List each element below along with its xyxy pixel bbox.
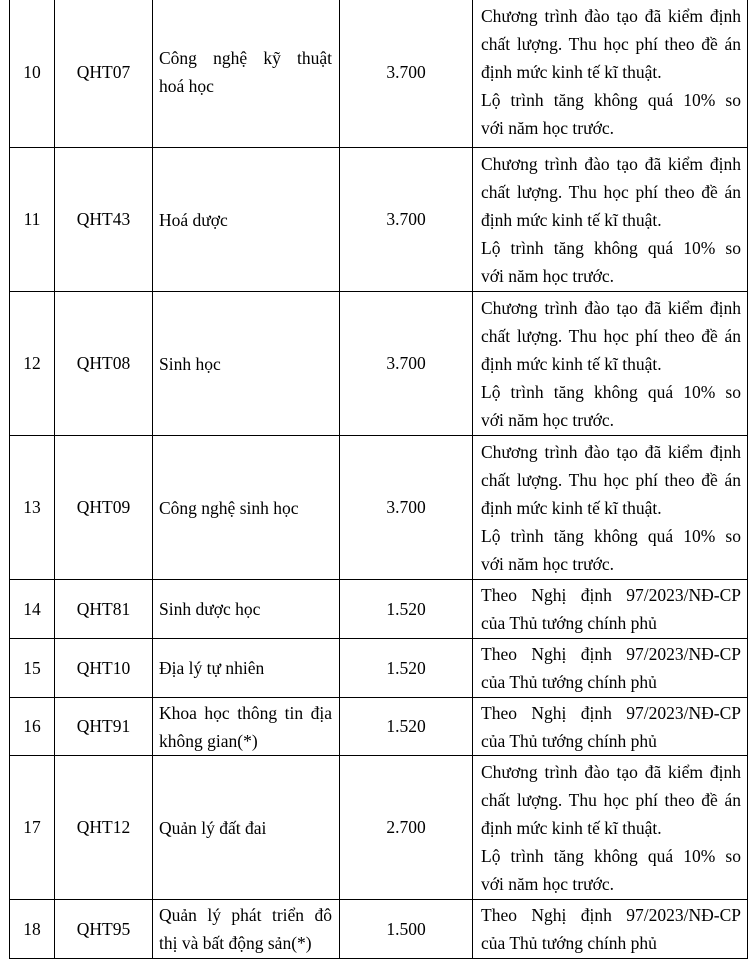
fee-note — [473, 639, 748, 698]
fee-note-line: Chương trình đào tạo đã kiểm định — [481, 761, 741, 782]
fee-note-line: với năm học trước. — [481, 553, 614, 574]
fee-note-line: với năm học trước. — [481, 873, 614, 894]
fee-note-line: của Thủ tướng chính phủ — [481, 613, 657, 633]
program-name — [153, 580, 340, 639]
fee-note-line: của Thủ tướng chính phủ — [481, 730, 657, 751]
table-row — [10, 0, 748, 148]
fee-note-line: với năm học trước. — [481, 118, 614, 138]
fee-note — [473, 436, 748, 580]
tuition-fee: 1.520 — [340, 698, 473, 756]
fee-note-line: định mức kinh tế kĩ thuật. — [481, 817, 662, 838]
program-code: QHT09 — [55, 436, 153, 580]
table-row — [10, 900, 748, 959]
program-name — [153, 436, 340, 580]
program-name — [153, 292, 340, 436]
tuition-fee: 2.700 — [340, 756, 473, 900]
fee-note-line: với năm học trước. — [481, 265, 614, 286]
table-row — [10, 698, 748, 756]
program-code: QHT08 — [55, 292, 153, 436]
fee-note-line: Theo Nghị định 97/2023/NĐ-CP — [481, 585, 741, 605]
program-name-line: Địa lý tự nhiên — [159, 658, 265, 678]
row-number: 11 — [10, 148, 55, 292]
fee-note — [473, 900, 748, 959]
program-name — [153, 148, 340, 292]
fee-note-line: của Thủ tướng chính phủ — [481, 933, 657, 953]
program-name — [153, 639, 340, 698]
program-name-line: Hoá dược — [159, 209, 228, 230]
fee-note-line: định mức kinh tế kĩ thuật. — [481, 353, 662, 374]
fee-note-line: chất lượng. Thu học phí theo đề án — [481, 325, 741, 346]
tuition-fee: 3.700 — [340, 292, 473, 436]
program-code: QHT95 — [55, 900, 153, 959]
fee-note — [473, 292, 748, 436]
fee-note-line: Chương trình đào tạo đã kiểm định — [481, 6, 741, 26]
fee-note-line: Lộ trình tăng không quá 10% so — [481, 845, 741, 866]
program-name — [153, 900, 340, 959]
program-name-line: Sinh dược học — [159, 599, 261, 619]
fee-note — [473, 580, 748, 639]
fee-note-line: chất lượng. Thu học phí theo đề án — [481, 181, 741, 202]
row-number: 14 — [10, 580, 55, 639]
fee-note-line: Theo Nghị định 97/2023/NĐ-CP — [481, 905, 741, 925]
program-code: QHT43 — [55, 148, 153, 292]
table-row — [10, 756, 748, 900]
fee-note-line: Lộ trình tăng không quá 10% so — [481, 90, 741, 110]
program-name-line: không gian(*) — [159, 730, 258, 751]
tuition-fee: 3.700 — [340, 436, 473, 580]
table-body — [10, 0, 748, 959]
table-row — [10, 292, 748, 436]
row-number: 16 — [10, 698, 55, 756]
row-number: 18 — [10, 900, 55, 959]
fee-note-line: định mức kinh tế kĩ thuật. — [481, 497, 662, 518]
program-name — [153, 756, 340, 900]
fee-note-line: Theo Nghị định 97/2023/NĐ-CP — [481, 644, 741, 664]
program-name-line: Khoa học thông tin địa — [159, 702, 332, 723]
fee-note-line: Chương trình đào tạo đã kiểm định — [481, 297, 741, 318]
fee-note-line: của Thủ tướng chính phủ — [481, 672, 657, 692]
row-number: 12 — [10, 292, 55, 436]
fee-note-line: chất lượng. Thu học phí theo đề án — [481, 34, 741, 54]
row-number: 13 — [10, 436, 55, 580]
program-code: QHT07 — [55, 0, 153, 148]
program-name-line: Công nghệ sinh học — [159, 497, 299, 518]
fee-note-line: định mức kinh tế kĩ thuật. — [481, 62, 662, 82]
table-row — [10, 436, 748, 580]
program-name-line: Công nghệ kỹ thuật — [159, 48, 332, 68]
tuition-fee: 3.700 — [340, 0, 473, 148]
fee-note — [473, 698, 748, 756]
program-code: QHT91 — [55, 698, 153, 756]
fee-note — [473, 0, 748, 148]
program-name-line: Sinh học — [159, 353, 221, 374]
program-name-line: Quản lý đất đai — [159, 817, 267, 838]
program-name — [153, 698, 340, 756]
row-number: 17 — [10, 756, 55, 900]
fee-note-line: chất lượng. Thu học phí theo đề án — [481, 789, 741, 810]
fee-note-line: với năm học trước. — [481, 409, 614, 430]
tuition-table — [9, 0, 748, 959]
fee-note-line: Lộ trình tăng không quá 10% so — [481, 381, 741, 402]
table-row — [10, 580, 748, 639]
tuition-fee: 1.520 — [340, 639, 473, 698]
table-row — [10, 639, 748, 698]
fee-note-line: Lộ trình tăng không quá 10% so — [481, 525, 741, 546]
fee-note-line: định mức kinh tế kĩ thuật. — [481, 209, 662, 230]
program-name — [153, 0, 340, 148]
program-code: QHT81 — [55, 580, 153, 639]
row-number: 15 — [10, 639, 55, 698]
fee-note-line: Lộ trình tăng không quá 10% so — [481, 237, 741, 258]
fee-note-line: Chương trình đào tạo đã kiểm định — [481, 153, 741, 174]
fee-note-line: chất lượng. Thu học phí theo đề án — [481, 469, 741, 490]
fee-note-line: Chương trình đào tạo đã kiểm định — [481, 441, 741, 462]
program-name-line: hoá học — [159, 76, 214, 96]
fee-note — [473, 756, 748, 900]
program-name-line: Quản lý phát triển đô — [159, 905, 332, 925]
tuition-fee: 3.700 — [340, 148, 473, 292]
fee-note — [473, 148, 748, 292]
tuition-fee: 1.520 — [340, 580, 473, 639]
row-number: 10 — [10, 0, 55, 148]
table-row — [10, 148, 748, 292]
fee-note-line: Theo Nghị định 97/2023/NĐ-CP — [481, 702, 741, 723]
tuition-fee: 1.500 — [340, 900, 473, 959]
program-code: QHT12 — [55, 756, 153, 900]
program-code: QHT10 — [55, 639, 153, 698]
program-name-line: thị và bất động sản(*) — [159, 933, 312, 953]
